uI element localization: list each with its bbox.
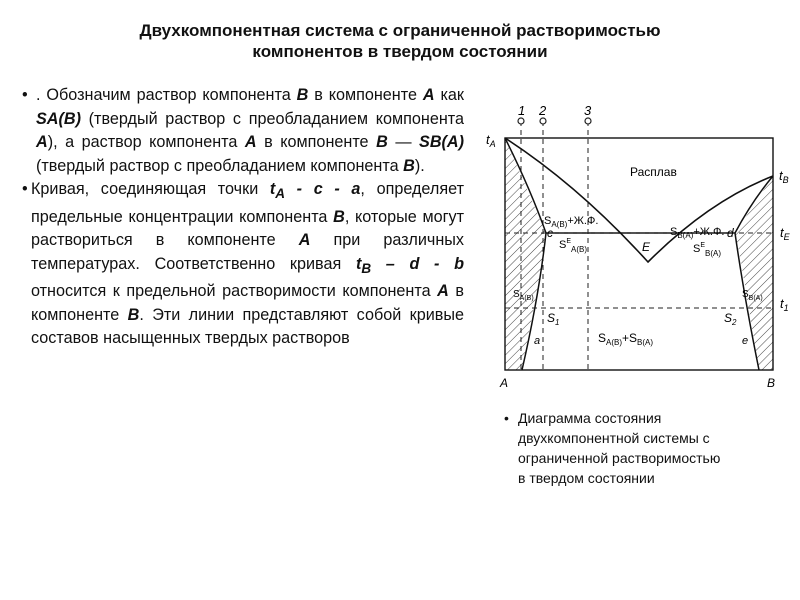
p2-bold-1-sub: A xyxy=(275,186,286,202)
caption-line-1: Диаграмма состояния xyxy=(518,410,662,426)
p2-bold-3: В xyxy=(333,207,345,226)
label-tE: $t_E$ xyxy=(780,225,790,242)
p1-text-5: ), а раствор компонента xyxy=(47,133,245,151)
p1-bold-1: В xyxy=(296,86,309,104)
p1-text-2: в компоненте xyxy=(308,86,423,104)
paragraph-1 xyxy=(22,84,464,178)
caption-line-3: ограниченной растворимостью xyxy=(518,450,721,466)
p1-text-1: . Обозначим раствор компонента xyxy=(36,86,297,104)
label-melt: Расплав xyxy=(630,165,677,179)
p1-text-7: — xyxy=(387,133,420,151)
p1-text-4: (твердый раствор с преобладанием компонента xyxy=(80,109,464,128)
p2-bold-2: - с - а xyxy=(285,180,361,198)
column-marker-2 xyxy=(540,118,546,124)
label-two-phase: $S_{A(B)}+S_{B(A)}$ xyxy=(598,331,654,347)
label-sab-left: $S_{A(B)}$ xyxy=(513,289,534,302)
p1-text-3: как xyxy=(434,86,464,104)
label-sab-liquid: $S_{A(B)}+Ж.Ф$. xyxy=(544,215,599,229)
p2-bold-7: А xyxy=(437,282,449,301)
point-c: c xyxy=(547,226,553,240)
label-s2: $S_2$ xyxy=(724,311,737,327)
label-s1: $S_1$ xyxy=(547,311,560,327)
column-marker-3 xyxy=(585,118,591,124)
point-E: E xyxy=(642,240,651,254)
p1-bold-3: SA(B) xyxy=(36,109,81,128)
label-t1: $t_1$ xyxy=(780,296,789,313)
point-d: d xyxy=(727,226,734,240)
p1-bold-4: А xyxy=(36,133,48,151)
p2-text-7: . Эти линии представляют собой кривые составов насыщенных твердых растворов xyxy=(31,305,464,348)
p2-text-4: при различных температурах. Соответственно кривая xyxy=(31,231,464,273)
p2-bold-6: – d - b xyxy=(371,254,464,273)
p2-text-2: , определяет предельные концентрации компонента xyxy=(31,180,464,226)
point-e: e xyxy=(742,335,749,347)
body-text xyxy=(22,84,464,351)
phase-diagram xyxy=(484,96,800,396)
title-line-2: компонентов в твердом состоянии xyxy=(252,42,548,61)
p1-text-9: ). xyxy=(414,156,425,175)
axis-label-A: A xyxy=(500,376,509,390)
label-sae: $S^E_{A(B)}$ xyxy=(559,238,588,254)
p1-bold-6: В xyxy=(376,133,388,151)
column-label-1: 1 xyxy=(518,103,526,118)
p2-bold-5-sub: B xyxy=(361,260,372,276)
slide-title xyxy=(0,20,800,62)
p1-text-8: (твердый раствор с преобладанием компонента xyxy=(36,156,404,175)
column-label-2: 2 xyxy=(539,103,547,118)
caption-bullet: • xyxy=(504,410,509,426)
p1-text-6: в компоненте xyxy=(256,133,377,151)
p2-text-1: Кривая, соединяющая точки xyxy=(31,180,270,198)
caption-line-2: двухкомпонентной системы с xyxy=(518,430,710,446)
label-tB: $t_B$ xyxy=(779,168,789,185)
p2-bold-8: В xyxy=(127,305,140,324)
column-marker-1 xyxy=(518,118,524,124)
label-sbe: $S^E_{B(A)}$ xyxy=(693,242,722,258)
p1-bold-7: SB(A) xyxy=(419,133,465,151)
p1-bold-8: В xyxy=(403,156,415,175)
paragraph-2 xyxy=(22,178,464,351)
bullet-2: • xyxy=(22,180,28,198)
label-sba-liquid: $S_{B(A)}+Ж.Ф$. xyxy=(670,226,725,240)
p2-text-3: , которые могут раствориться в компоненте xyxy=(31,207,464,250)
p2-bold-5: t xyxy=(355,254,362,273)
point-a: a xyxy=(534,335,541,347)
column-label-3: 3 xyxy=(584,103,592,118)
p2-bold-1: t xyxy=(269,180,276,198)
p1-bold-5: А xyxy=(244,133,257,151)
label-sba-right: $S_{B(A)}$ xyxy=(742,289,763,302)
diagram-caption xyxy=(504,408,794,488)
caption-line-4: в твердом состоянии xyxy=(518,470,655,486)
p2-text-5: относится к предельной растворимости компонента xyxy=(31,282,438,301)
axis-label-B: B xyxy=(767,376,776,390)
p2-text-6: в компоненте xyxy=(31,282,464,324)
label-tA: $t_A$ xyxy=(486,132,496,149)
p2-bold-4: А xyxy=(298,231,311,250)
p1-bold-2: А xyxy=(422,86,435,104)
bullet-1: • xyxy=(22,86,28,104)
title-line-1: Двухкомпонентная система с ограниченной растворимостью xyxy=(139,21,661,40)
